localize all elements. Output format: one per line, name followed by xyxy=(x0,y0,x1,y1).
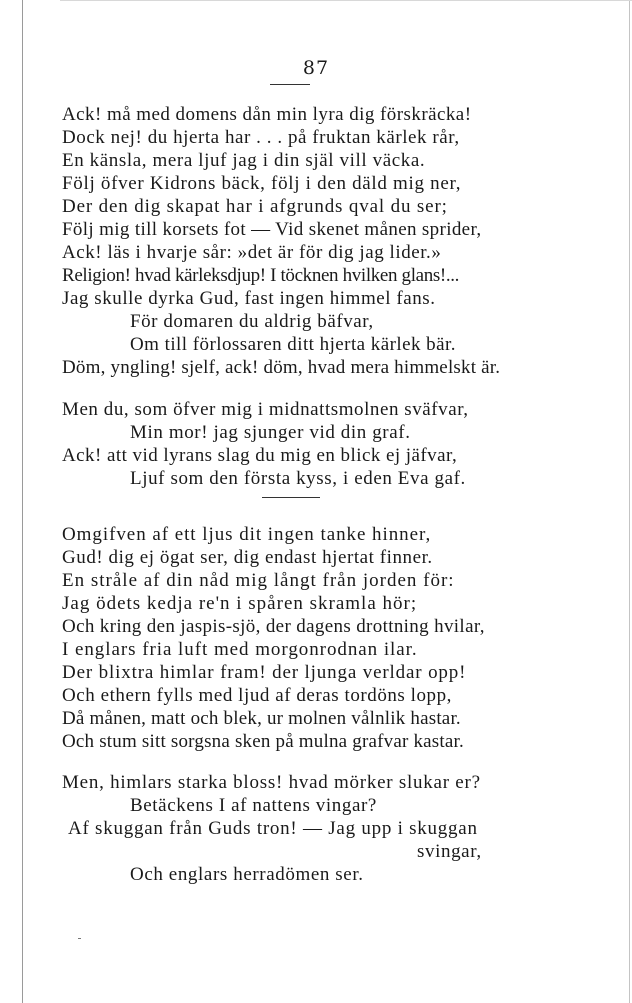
page-right-edge xyxy=(629,0,630,1003)
poem-line: Ljuf som den första kyss, i eden Eva gaf. xyxy=(130,468,466,489)
poem-line: Följ mig till korsets fot — Vid skenet månen sprider, xyxy=(62,219,482,240)
poem-line: Ack! må med domens dån min lyra dig förskräcka! xyxy=(62,104,472,125)
ink-speck xyxy=(78,938,81,939)
poem-line: Betäckens I af nattens vingar? xyxy=(130,795,377,816)
poem-line: En känsla, mera ljuf jag i din själ vill väcka. xyxy=(62,150,426,171)
page-number-underline xyxy=(270,84,310,85)
poem-line: Religion! hvad kärleksdjup! I töcknen hvilken glans!... xyxy=(62,265,460,286)
page-number: 87 xyxy=(302,57,330,79)
poem-line: Och stum sitt sorgsna sken på mulna grafvar kastar. xyxy=(62,731,464,752)
poem-line: Och kring den jaspis-sjö, der dagens drottning hvilar, xyxy=(62,616,485,637)
poem-line: Och englars herradömen ser. xyxy=(130,864,364,885)
page-top-edge xyxy=(60,0,632,1)
poem-line: Ack! läs i hvarje sår: »det är för dig jag lider.» xyxy=(62,242,442,263)
poem-line: Följ öfver Kidrons bäck, följ i den däld mig ner, xyxy=(62,173,462,194)
poem-line: För domaren du aldrig bäfvar, xyxy=(130,311,374,332)
poem-line: Ack! att vid lyrans slag du mig en blick ej jäfvar, xyxy=(62,445,458,466)
poem-line-turnover: svingar, xyxy=(417,841,482,862)
page-left-edge xyxy=(22,0,23,1003)
poem-line: Der den dig skapat har i afgrunds qval du ser; xyxy=(62,196,448,217)
poem-line: Af skuggan från Guds tron! — Jag upp i skuggan xyxy=(68,818,478,839)
poem-line: Der blixtra himlar fram! der ljunga verldar opp! xyxy=(62,662,467,683)
poem-line: Döm, yngling! sjelf, ack! döm, hvad mera himmelskt är. xyxy=(62,357,501,378)
poem-line: Och ethern fylls med ljud af deras tordöns lopp, xyxy=(62,685,452,706)
poem-line: Jag skulle dyrka Gud, fast ingen himmel fans. xyxy=(62,288,436,309)
poem-line: Om till förlossaren ditt hjerta kärlek bär. xyxy=(130,334,456,355)
poem-line: Min mor! jag sjunger vid din graf. xyxy=(130,422,411,443)
poem-line: Omgifven af ett ljus dit ingen tanke hinner, xyxy=(62,524,432,545)
section-divider xyxy=(262,497,320,498)
poem-line: En stråle af din nåd mig långt från jorden för: xyxy=(62,570,455,591)
poem-line: Gud! dig ej ögat ser, dig endast hjertat finner. xyxy=(62,547,433,568)
poem-line: Dock nej! du hjerta har . . . på fruktan kärlek rår, xyxy=(62,127,460,148)
poem-line: Jag ödets kedja re'n i spåren skramla hör; xyxy=(62,593,418,614)
poem-line: Men, himlars starka bloss! hvad mörker slukar er? xyxy=(62,772,481,793)
poem-line: Då månen, matt och blek, ur molnen vålnlik hastar. xyxy=(62,708,461,729)
poem-line: I englars fria luft med morgonrodnan ilar. xyxy=(62,639,418,660)
poem-line: Men du, som öfver mig i midnattsmolnen sväfvar, xyxy=(62,399,469,420)
